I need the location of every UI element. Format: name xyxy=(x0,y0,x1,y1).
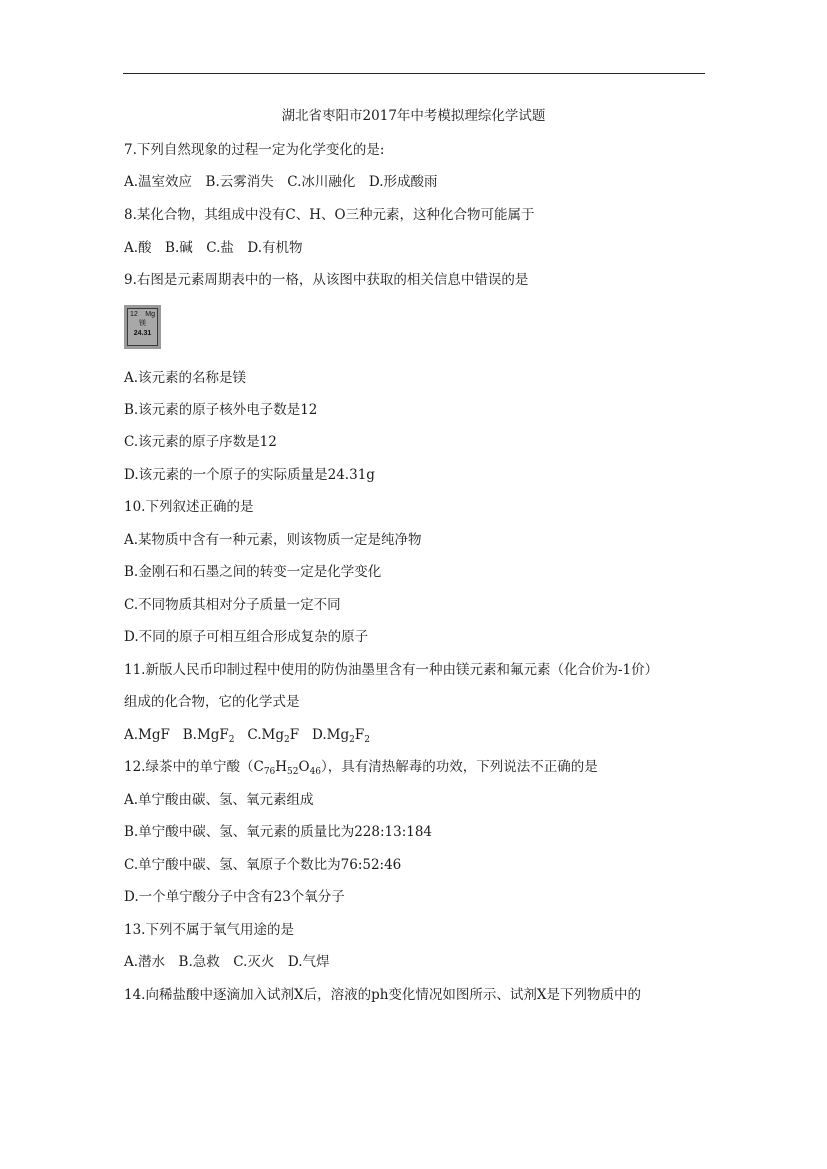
q11-option-d-subscript-2: 2 xyxy=(364,735,370,745)
q12-option-d: D.一个单宁酸分子中含有23个氧分子 xyxy=(124,889,345,905)
q12-stem xyxy=(124,757,598,777)
atomic-number: 12 xyxy=(130,311,138,318)
q11-stem-line1: 11.新版人民币印制过程中使用的防伪油墨里含有一种由镁元素和氟元素（化合价为-1价） xyxy=(124,662,659,678)
q11-option-d-mid: F xyxy=(354,727,365,743)
q12-option-b: B.单宁酸中碳、氢、氧元素的质量比为228:13:184 xyxy=(124,824,433,840)
q10-option-a: A.某物质中含有一种元素，则该物质一定是纯净物 xyxy=(124,532,422,548)
q9-option-b: B.该元素的原子核外电子数是12 xyxy=(124,402,318,418)
q12-hydrogen-subscript: 52 xyxy=(287,767,299,777)
q12-option-c: C.单宁酸中碳、氢、氧原子个数比为76:52:46 xyxy=(124,857,402,873)
q11-option-d-text: D.Mg xyxy=(312,727,350,743)
page-title: 湖北省枣阳市2017年中考模拟理综化学试题 xyxy=(281,108,546,124)
q9-option-c: C.该元素的原子序数是12 xyxy=(124,434,277,450)
periodic-table-cell-image xyxy=(124,305,161,349)
q12-oxygen-subscript: 46 xyxy=(309,767,322,777)
q11-option-c xyxy=(247,727,299,743)
q10-option-b: B.金刚石和石墨之间的转变一定是化学变化 xyxy=(124,564,382,580)
q10-option-d: D.不同的原子可相互组合形成复杂的原子 xyxy=(124,629,369,645)
q14-stem: 14.向稀盐酸中逐滴加入试剂X后，溶液的ph变化情况如图所示、试剂X是下列物质中的 xyxy=(124,987,642,1003)
q11-option-b-subscript: 2 xyxy=(228,735,235,745)
q13-stem: 13.下列不属于氧气用途的是 xyxy=(124,922,294,938)
element-name: 镁 xyxy=(139,320,146,327)
q12-carbon-subscript: 76 xyxy=(263,767,276,777)
q10-option-c: C.不同物质其相对分子质量一定不同 xyxy=(124,597,341,613)
q11-stem-line2: 组成的化合物，它的化学式是 xyxy=(124,694,300,710)
q12-oxygen: O xyxy=(298,759,310,775)
q11-option-d-subscript-1: 2 xyxy=(349,735,355,745)
q9-stem: 9.右图是元素周期表中的一格，从该图中获取的相关信息中错误的是 xyxy=(124,272,529,288)
q8-options: A.酸 B.碱 C.盐 D.有机物 xyxy=(124,240,303,256)
q9-option-d: D.该元素的一个原子的实际质量是24.31g xyxy=(124,467,375,483)
q8-stem: 8.某化合物，其组成中没有C、H、O三种元素，这种化合物可能属于 xyxy=(124,207,535,223)
q11-option-c-tail: F xyxy=(289,727,300,743)
q9-option-a: A.该元素的名称是镁 xyxy=(124,370,247,386)
q11-option-b-text: B.MgF xyxy=(182,727,229,743)
q7-stem: 7.下列自然现象的过程一定为化学变化的是: xyxy=(124,142,385,158)
element-symbol: Mg xyxy=(145,311,155,318)
q11-option-c-subscript: 2 xyxy=(284,735,290,745)
atomic-mass: 24.31 xyxy=(133,330,152,337)
q12-stem-suffix: ），具有清热解毒的功效，下列说法不正确的是 xyxy=(321,759,598,775)
q12-stem-prefix: 12.绿茶中的单宁酸（C xyxy=(124,759,264,775)
q12-hydrogen: H xyxy=(275,759,288,775)
q11-option-c-text: C.Mg xyxy=(247,727,285,743)
periodic-table-cell xyxy=(127,308,158,346)
q11-options xyxy=(124,725,370,745)
q11-option-b xyxy=(183,727,235,743)
q13-options: A.潜水 B.急救 C.灭火 D.气焊 xyxy=(124,954,330,970)
header-rule xyxy=(123,73,705,74)
q10-stem: 10.下列叙述正确的是 xyxy=(124,499,254,515)
q11-option-d xyxy=(312,727,370,743)
q11-option-a: A.MgF xyxy=(124,727,170,743)
q7-options: A.温室效应 B.云雾消失 C.冰川融化 D.形成酸雨 xyxy=(124,174,438,190)
q12-option-a: A.单宁酸由碳、氢、氧元素组成 xyxy=(124,792,314,808)
